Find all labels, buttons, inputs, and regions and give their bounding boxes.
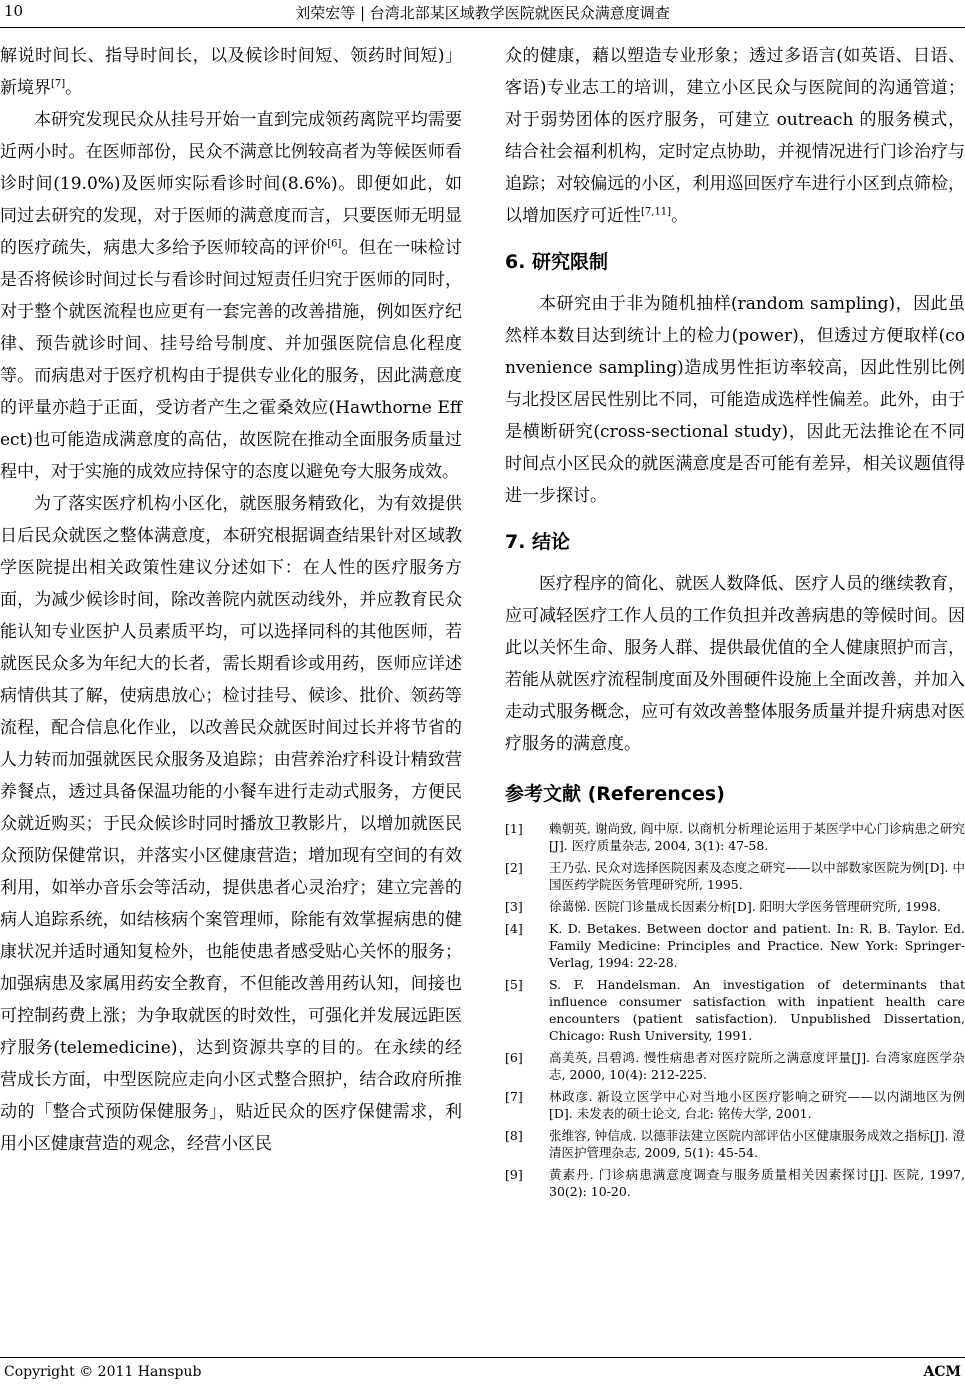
journal-name: ACM [923, 1364, 961, 1380]
reference-item [505, 820, 965, 854]
reference-text: 王乃弘. 民众对选择医院因素及态度之研究——以中部数家医院为例[D]. 中国医药学院医务管理研究所, 1995. [549, 860, 965, 892]
citation: [6] [327, 238, 342, 250]
reference-text: 张维容, 钟信成. 以德菲法建立医院内部评估小区健康服务成效之指标[J]. 澄清医护管理杂志, 2009, 5(1): 45-54. [549, 1128, 965, 1160]
reference-list [505, 820, 965, 1200]
citation: [7,11] [641, 206, 672, 218]
reference-number: [5] [505, 977, 523, 992]
reference-text: 黄素丹. 门诊病患满意度调查与服务质量相关因素探讨[J]. 医院, 1997, 30(2): 10-20. [549, 1167, 965, 1199]
paragraph: 为了落实医疗机构小区化，就医服务精致化，为有效提供日后民众就医之整体满意度，本研究根据调查结果针对区域教学医院提出相关政策性建议分述如下：在人性的医疗服务方面，为减少候诊时间，除改善院内就医动线外，并应教育民众能认知专业医护人员素质平均，可以选择同科的其他医师，若就医民众多为年纪大的长者，需长期看诊或用药，医师应详述病情供其了解，使病患放心；检讨挂号、候诊、批价、领药等流程，配合信息化作业，以改善民众就医时间过长并将节省的人力转而加强就医民众服务及追踪；由营养治疗科设计精致营养餐点，透过具备保温功能的小餐车进行走动式服务，方便民众就近购买；于民众候诊时同时播放卫教影片，以增加就医民众预防保健常识，并落实小区健康营造；增加现有空间的有效利用，如举办音乐会等活动，提供患者心灵治疗；建立完善的病人追踪系统，如结核病个案管理师，除能有效掌握病患的健康状况并适时通知复检外，也能使患者感受贴心关怀的服务；加强病患及家属用药安全教育，不但能改善用药认知，间接也可控制药费上涨；为争取就医的时效性，可强化并发展远距医疗服务(telemedicine)，达到资源共享的目的。在永续的经营成长方面，中型医院应走向小区式整合照护，结合政府所推动的「整合式预防保健服务」，贴近民众的医疗保健需求，利用小区健康营造的观念，经营小区民 [0, 494, 462, 1154]
paragraph: 医疗程序的简化、就医人数降低、医疗人员的继续教育，应可减轻医疗工作人员的工作负担并改善病患的等候时间。因此以关怀生命、服务人群、提供最优值的全人健康照护而言，若能从就医疗流程制度面及外围硬件设施上全面改善，并加入走动式服务概念，应可有效改善整体服务质量并提升病患对医疗服务的满意度。 [505, 574, 965, 754]
reference-item [505, 1088, 965, 1122]
reference-item [505, 920, 965, 971]
reference-number: [4] [505, 921, 523, 936]
paragraph: 众的健康，藉以塑造专业形象；透过多语言(如英语、日语、客语)专业志工的培训，建立小区民众与医院间的沟通管道；对于弱势团体的医疗服务，可建立 outreach 的服务模式，结合社会福利机构，定时定点协助，并视情况进行门诊治疗与追踪；对较偏远的小区，利用巡回医疗车进行小区到点筛检，以增加医疗可近性[7,11]。 [505, 46, 965, 226]
reference-text: 林政彦. 新设立医学中心对当地小区医疗影响之研究——以内湖地区为例[D]. 未发表的硕士论文, 台北: 铭传大学, 2001. [549, 1089, 965, 1121]
page-number: 10 [4, 2, 24, 20]
reference-item [505, 1166, 965, 1200]
left-column [0, 40, 462, 1160]
reference-number: [3] [505, 899, 523, 914]
reference-text: K. D. Betakes. Between doctor and patient. In: R. B. Taylor. Ed. Family Medicine: Principles and Practice. New York: Springer-Verlag, 1994: 22-28. [549, 921, 965, 970]
paragraph: 本研究发现民众从挂号开始一直到完成领药离院平均需要近两小时。在医师部份，民众不满意比例较高者为等候医师看诊时间(19.0%)及医师实际看诊时间(8.6%)。即便如此，如同过去研究的发现，对于医师的满意度而言，只要医师无明显的医疗疏失，病患大多给予医师较高的评价[6]。但在一味检讨是否将候诊时间过长与看诊时间过短责任归究于医师的同时，对于整个就医流程也应更有一套完善的改善措施，例如医疗纪律、预告就诊时间、挂号给号制度、并加强医院信息化程度等。而病患对于医疗机构由于提供专业化的服务，因此满意度的评量亦趋于正面，受访者产生之霍桑效应(Hawthorne Effect)也可能造成满意度的高估，故医院在推动全面服务质量过程中，对于实施的成效应持保守的态度以避免夸大服务成效。 [0, 110, 463, 482]
footer-rule [0, 1357, 965, 1358]
reference-item [505, 859, 965, 893]
reference-number: [6] [505, 1050, 523, 1065]
citation: [7] [51, 78, 66, 90]
reference-item [505, 976, 965, 1044]
paragraph: 本研究由于非为随机抽样(random sampling)，因此虽然样本数目达到统计上的检力(power)，但透过方便取样(convenience sampling)造成男性拒访率较高，因此性别比例与北投区居民性别比不同，可能造成选样性偏差。此外，由于是横断研究(cross-sectional study)，因此无法推论在不同时间点小区民众的就医满意度是否可能有差异，相关议题值得进一步探讨。 [505, 294, 965, 506]
reference-number: [8] [505, 1128, 523, 1143]
section-heading-limitations: 6. 研究限制 [505, 251, 609, 273]
paragraph: 解说时间长、指导时间长，以及候诊时间短、领药时间短)」新境界[7]。 [0, 46, 462, 98]
reference-number: [9] [505, 1167, 523, 1182]
page-header [0, 0, 965, 30]
reference-number: [2] [505, 860, 523, 875]
section-heading-conclusion: 7. 结论 [505, 531, 571, 553]
reference-item [505, 1127, 965, 1161]
copyright: Copyright © 2011 Hanspub [4, 1364, 202, 1380]
reference-number: [1] [505, 821, 523, 836]
reference-number: [7] [505, 1089, 523, 1104]
reference-text: 高美英, 吕碧鸿. 慢性病患者对医疗院所之满意度评量[J]. 台湾家庭医学杂志, 2000, 10(4): 212-225. [549, 1050, 965, 1082]
references-heading: 参考文献 (References) [505, 783, 725, 805]
reference-text: S. F. Handelsman. An investigation of determinants that influence consumer satisfaction with inpatient health care encounters (patient satisfaction). Unpublished Dissertation, Chicago: Rush University, 1991. [549, 977, 965, 1043]
reference-item [505, 1049, 965, 1083]
reference-text: 赖朝英, 谢尚致, 阎中原. 以商机分析理论运用于某医学中心门诊病患之研究[J]. 医疗质量杂志, 2004, 3(1): 47-58. [549, 821, 965, 853]
right-column [505, 40, 965, 1205]
running-title: 刘荣宏等 | 台湾北部某区域教学医院就医民众满意度调查 [295, 4, 670, 22]
page-footer [0, 1350, 965, 1386]
reference-text: 徐蔼悌. 医院门诊量成长因素分析[D]. 阳明大学医务管理研究所, 1998. [549, 899, 941, 914]
reference-item [505, 898, 965, 915]
header-rule [0, 27, 965, 28]
